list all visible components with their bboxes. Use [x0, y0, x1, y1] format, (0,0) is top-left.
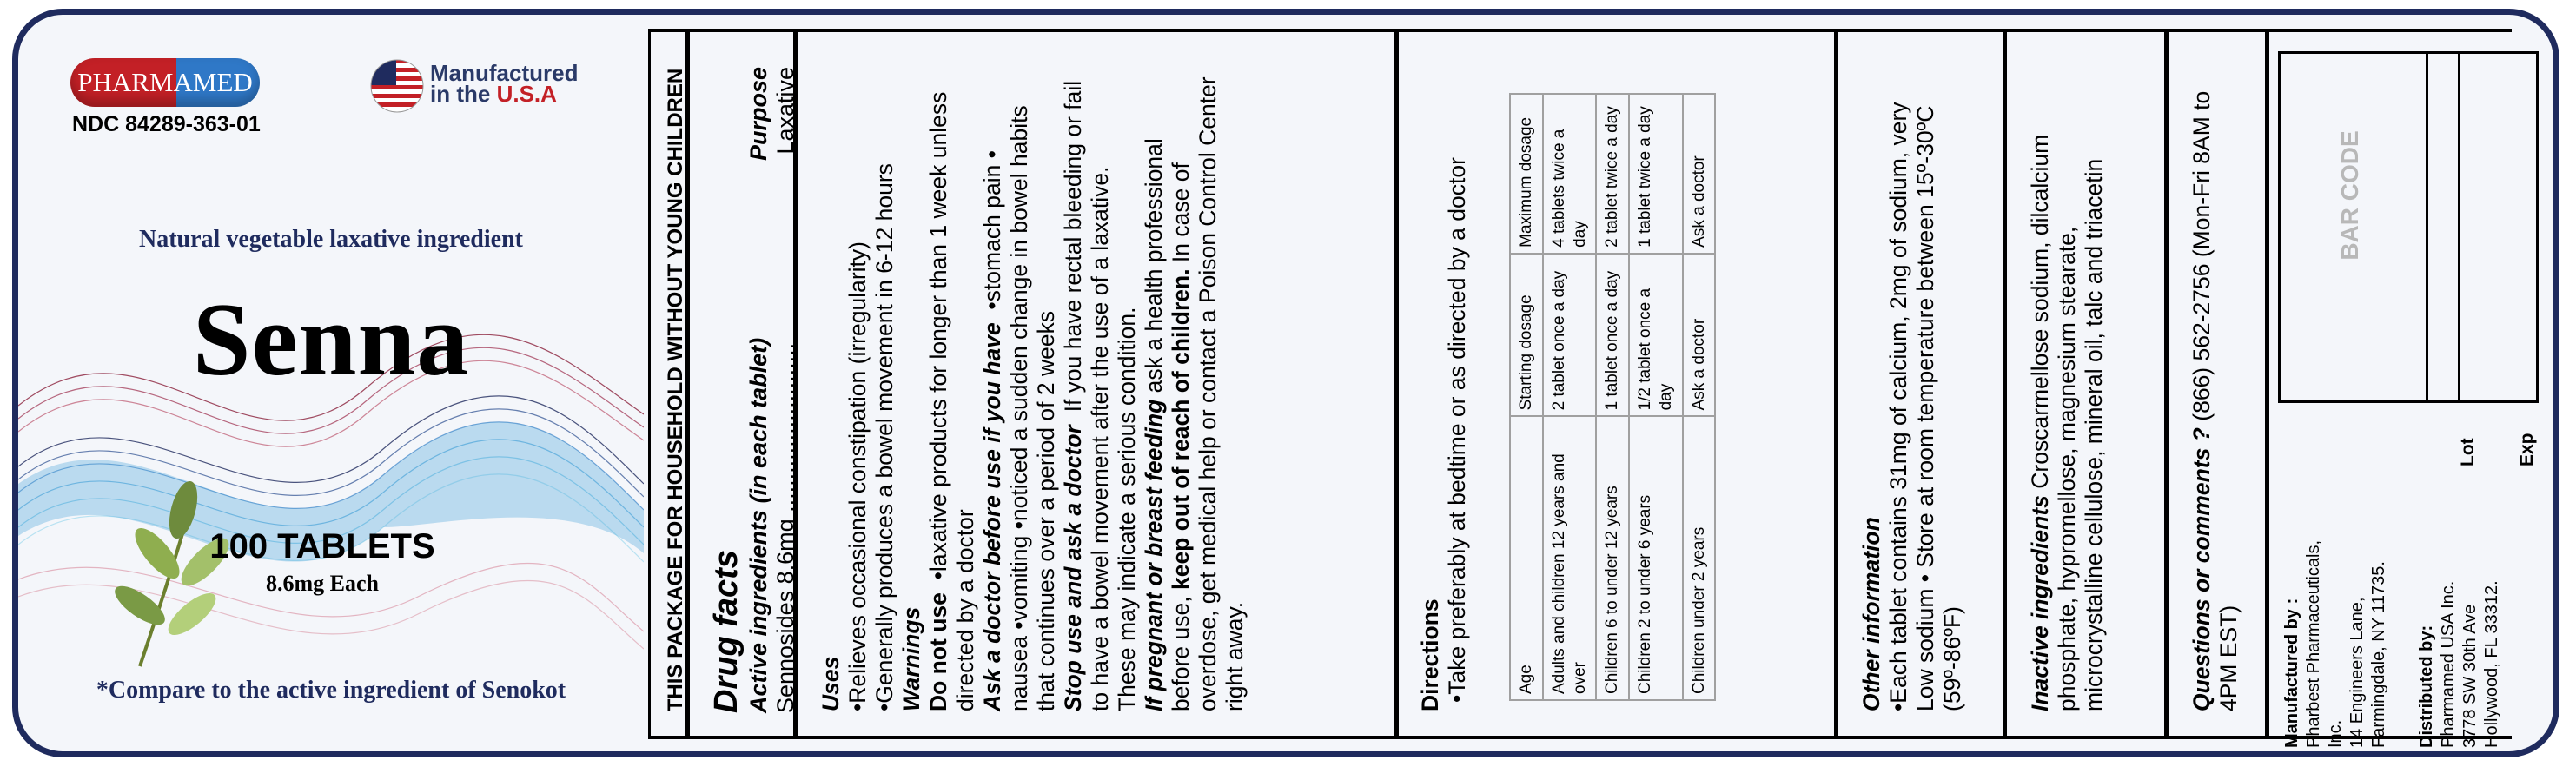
active-ingredient: Sennosides 8,6mg ..........................: [772, 342, 798, 713]
table-row: [1629, 94, 1683, 700]
table-row: [1543, 94, 1597, 700]
serious-condition: These may indicate a serious condition.: [1114, 307, 1140, 711]
table-cell: Children 6 to under 12 years: [1596, 416, 1629, 700]
other-information-section: [1846, 60, 2011, 720]
table-cell: 1/2 tablet once a day: [1629, 254, 1683, 417]
manufacturer-line: 14 Engineers Lane,: [2348, 597, 2367, 748]
table-cell: Children under 2 years: [1683, 416, 1716, 700]
lot-exp-box: [2426, 51, 2539, 403]
strength: 8.6mg Each: [266, 571, 379, 596]
tagline: Natural vegetable laxative ingredient: [139, 226, 523, 253]
table-row: [1596, 94, 1629, 700]
dosage-table: [1509, 93, 1716, 701]
use-item: •Generally produces a bowel movement in 6-12 hours: [871, 163, 897, 711]
pharmamed-logo: PHARMAMED: [70, 58, 260, 107]
table-header: Starting dosage: [1510, 254, 1543, 417]
distributor-line: Pharmamed USA Inc.: [2439, 580, 2458, 748]
table-cell: 2 tablet twice a day: [1596, 94, 1629, 254]
distributor-line: Hollywood, FL 33312.: [2482, 580, 2501, 748]
active-ingredients-heading: Active ingredients (in each tablet): [745, 337, 771, 713]
household-warning: THIS PACKAGE FOR HOUSEHOLD WITHOUT YOUNG CHILDREN: [664, 68, 687, 712]
other-information-heading: Other information: [1858, 517, 1884, 711]
pregnancy-warning: If pregnant or breast feeding ask a health professional before use, keep out of reach of children. In case of overdose, get medical help or contact a Poison Control Center right away.: [1141, 76, 1248, 711]
table-cell: 1 tablet once a day: [1596, 254, 1629, 417]
compare-statement: *Compare to the active ingredient of Senokot: [96, 677, 566, 704]
barcode-placeholder: BAR CODE: [2336, 130, 2363, 261]
drug-facts-header: [696, 60, 804, 720]
ask-doctor: Ask a doctor before use if you have •stomach pain • nausea •vomiting •noticed a sudden change in bowel habits that continues over a period of 2 weeks: [979, 105, 1059, 711]
other-information-text: •Each tablet contains 31mg of calcium, 2mg of sodium, very Low sodium • Store at room temperature between 15º-30ºC (59º-86ºF): [1885, 102, 1965, 711]
table-cell: 4 tablets twice a day: [1543, 94, 1597, 254]
uses-warnings-section: [805, 60, 1405, 720]
stop-use: Stop use and ask a doctor If you have rectal bleeding or fail to have a bowel movement after the use of a laxative.: [1060, 80, 1113, 711]
use-item: •Relieves occasional constipation (irregularity): [844, 241, 871, 711]
inactive-ingredients-heading: Inactive ingredients: [2027, 495, 2053, 711]
label-frame: [12, 9, 2559, 757]
table-cell: 2 tablet once a day: [1543, 254, 1597, 417]
ndc-number: NDC 84289-363-01: [72, 112, 261, 136]
purpose: Laxative: [772, 67, 798, 155]
warnings-heading: Warnings: [898, 606, 924, 711]
directions-text: •Take preferably at bedtime or as directed by a doctor: [1444, 157, 1470, 703]
table-row: [1683, 94, 1716, 700]
questions-section: [2176, 60, 2261, 720]
manufacturer-heading: Manufactured by :: [2282, 598, 2301, 748]
inactive-ingredients-section: [2015, 60, 2171, 720]
exp-label: Exp: [2517, 433, 2537, 466]
table-cell: Adults and children 12 years and over: [1543, 416, 1597, 700]
manufacturer-line: Farmingdale, NY 11735.: [2369, 561, 2388, 748]
purpose-heading: Purpose: [745, 67, 771, 162]
table-cell: Children 2 to under 6 years: [1629, 416, 1683, 700]
table-header: Maximum dosage: [1510, 94, 1543, 254]
lot-label: Lot: [2458, 438, 2478, 466]
distributor-heading: Distributed by:: [2417, 625, 2436, 748]
uses-heading: Uses: [818, 656, 844, 711]
table-cell: Ask a doctor: [1683, 254, 1716, 417]
table-cell: Ask a doctor: [1683, 94, 1716, 254]
manufacturer-info: [2281, 522, 2394, 748]
table-cell: 1 tablet twice a day: [1629, 94, 1683, 254]
facts-box-border: [648, 29, 651, 739]
inactive-ingredients-text: Croscarmellose sodium, dilcalcium phosphate, hypromellose, magnesium stearate, microcrystalline cellulose, mineral oil, talc and triacetin: [2027, 134, 2107, 711]
table-header: Age: [1510, 416, 1543, 700]
tablet-count: 100 TABLETS: [209, 527, 435, 565]
facts-box-border: [648, 736, 2512, 739]
made-in-usa-text: Manufactured in the U.S.A: [430, 60, 579, 107]
product-name: Senna: [192, 281, 470, 397]
us-flag-icon: [370, 59, 424, 113]
section-divider: [2265, 29, 2269, 739]
do-not-use: Do not use •laxative products for longer than 1 week unless directed by a doctor: [925, 91, 978, 711]
directions-heading: Directions: [1417, 598, 1443, 711]
table-header-row: [1510, 94, 1543, 700]
manufacturer-line: Pharbest Pharmaceuticals, Inc.: [2304, 539, 2345, 748]
facts-box-border: [648, 29, 2512, 32]
questions-heading: Questions or comments ?: [2189, 427, 2215, 711]
directions-section: [1407, 60, 1841, 720]
drug-facts-title: Drug facts: [708, 550, 745, 713]
distributor-line: 3778 SW 30th Ave: [2460, 604, 2480, 748]
distributor-info: [2416, 522, 2520, 748]
questions-phone: (866) 562-2756 (Mon-Fri 8AM to 4PM EST): [2189, 90, 2242, 711]
